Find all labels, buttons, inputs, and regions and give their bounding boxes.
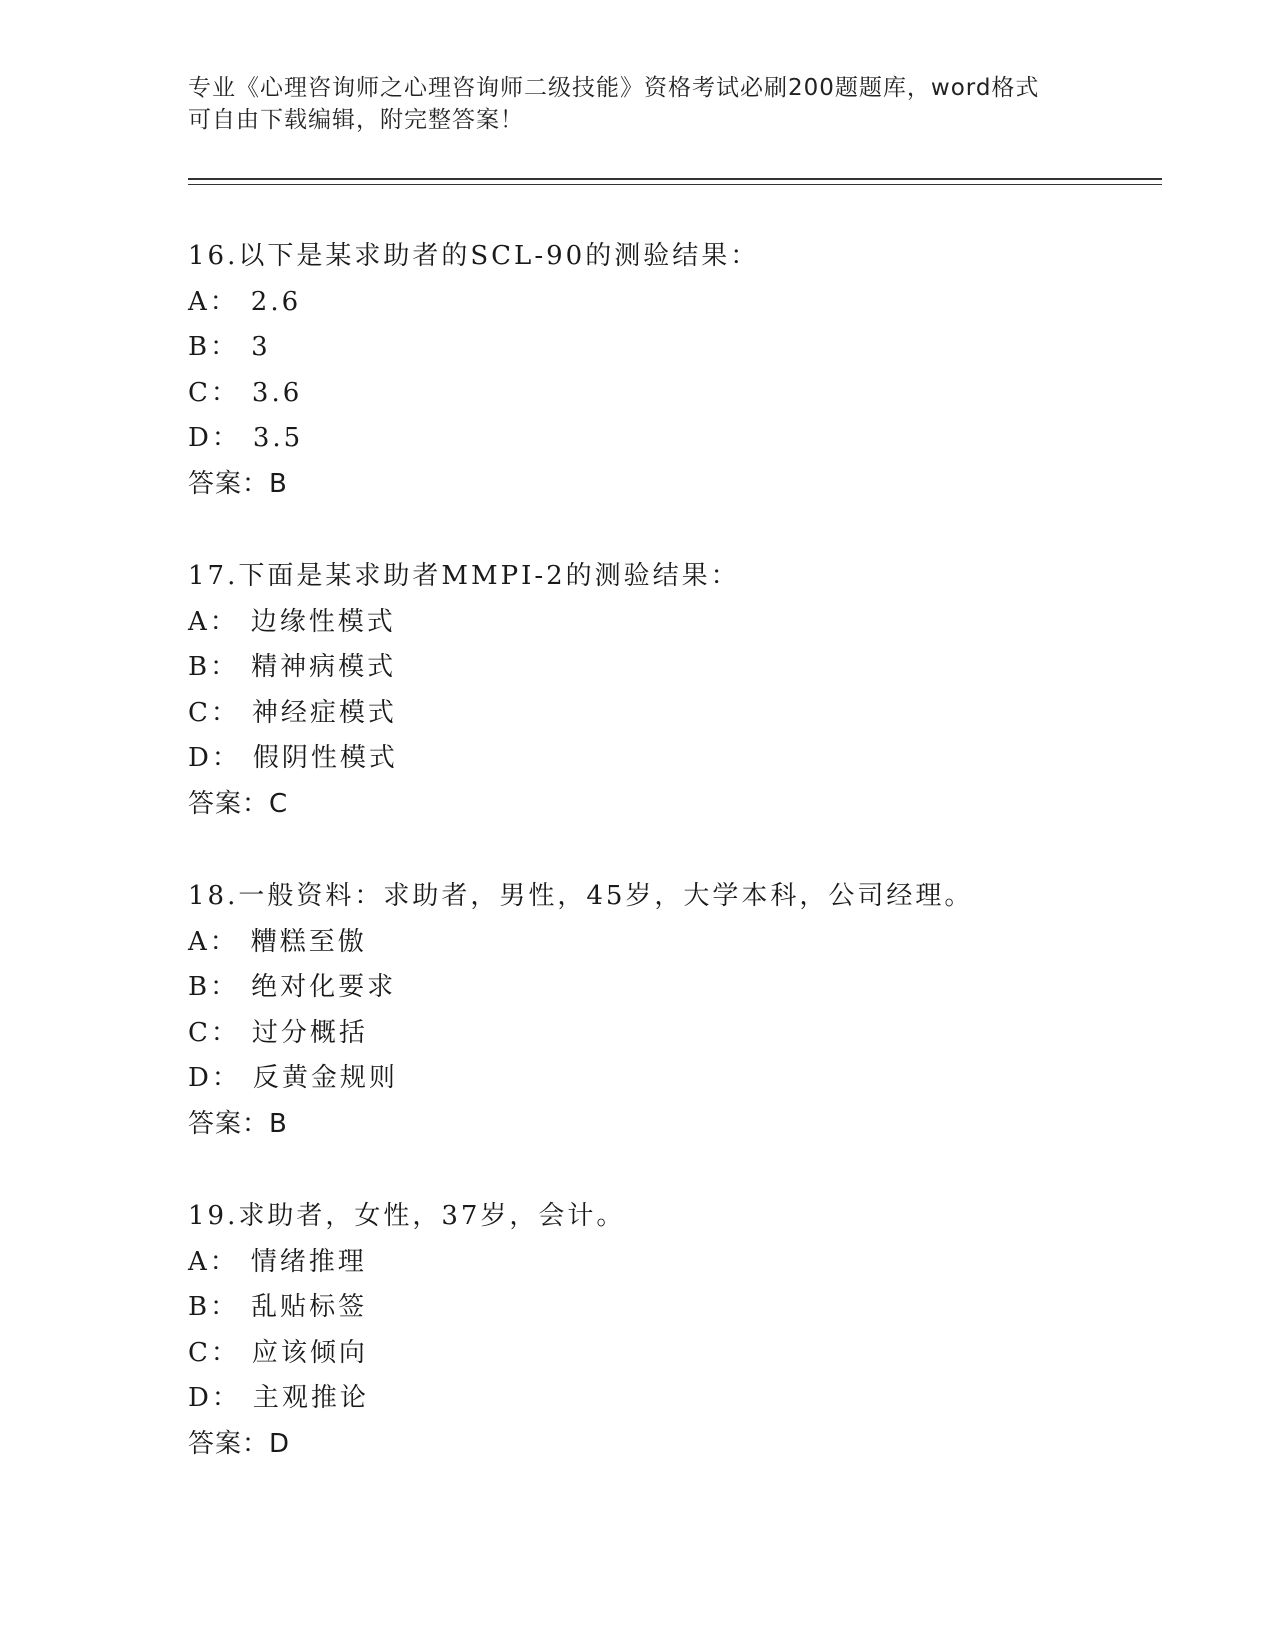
option-text: 3	[251, 332, 271, 363]
option-a	[188, 600, 1162, 646]
answer-line: 答案：B	[188, 468, 288, 499]
option-c	[188, 371, 1162, 417]
option-a	[188, 280, 1162, 326]
option-d	[188, 416, 1162, 462]
option-letter: B：	[188, 652, 240, 683]
option-b	[188, 965, 1162, 1011]
option-text: 3.6	[251, 377, 303, 408]
option-letter: A：	[188, 286, 239, 317]
option-text: 糟糕至傲	[250, 926, 367, 957]
option-letter: D：	[188, 1383, 241, 1414]
option-letter: A：	[188, 606, 239, 637]
option-b	[188, 1285, 1162, 1331]
option-text: 神经症模式	[251, 697, 397, 728]
option-text: 情绪推理	[250, 1246, 367, 1277]
question-stem: 18.一般资料：求助者，男性，45岁，大学本科，公司经理。	[188, 881, 974, 911]
option-letter: C：	[188, 1017, 240, 1048]
option-letter: D：	[188, 423, 241, 454]
question-17	[188, 554, 1162, 874]
option-text: 绝对化要求	[251, 972, 397, 1003]
question-list	[188, 234, 1162, 1514]
option-a	[188, 1240, 1162, 1286]
option-text: 乱贴标签	[251, 1292, 368, 1323]
option-d	[188, 1376, 1162, 1422]
option-letter: B：	[188, 972, 240, 1003]
question-stem: 17.下面是某求助者MMPI-2的测验结果：	[188, 561, 740, 591]
option-b	[188, 645, 1162, 691]
document-header	[188, 72, 1088, 136]
question-16	[188, 234, 1162, 554]
option-c	[188, 691, 1162, 737]
option-d	[188, 736, 1162, 782]
option-text: 边缘性模式	[250, 606, 396, 637]
header-line-2: 可自由下载编辑，附完整答案！	[188, 107, 524, 133]
question-stem: 16.以下是某求助者的SCL-90的测验结果：	[188, 241, 760, 271]
option-a	[188, 920, 1162, 966]
question-19	[188, 1194, 1162, 1514]
question-18	[188, 874, 1162, 1194]
option-letter: B：	[188, 332, 240, 363]
header-divider-thin	[188, 184, 1162, 185]
option-c	[188, 1331, 1162, 1377]
option-text: 精神病模式	[251, 652, 397, 683]
question-stem: 19.求助者，女性，37岁，会计。	[188, 1201, 626, 1231]
header-divider	[188, 178, 1162, 180]
header-line-1: 专业《心理咨询师之心理咨询师二级技能》资格考试必刷200题题库，word格式	[188, 75, 1040, 101]
answer-line: 答案：D	[188, 1428, 291, 1459]
option-text: 应该倾向	[251, 1337, 368, 1368]
option-text: 2.6	[250, 286, 302, 317]
option-c	[188, 1011, 1162, 1057]
option-letter: D：	[188, 1063, 241, 1094]
option-text: 3.5	[252, 423, 304, 454]
option-text: 假阴性模式	[252, 743, 398, 774]
answer-line: 答案：C	[188, 788, 289, 819]
answer-line: 答案：B	[188, 1108, 288, 1139]
option-text: 反黄金规则	[252, 1063, 398, 1094]
option-b	[188, 325, 1162, 371]
option-letter: C：	[188, 377, 240, 408]
option-letter: B：	[188, 1292, 240, 1323]
option-text: 主观推论	[252, 1383, 369, 1414]
option-letter: D：	[188, 743, 241, 774]
option-letter: C：	[188, 1337, 240, 1368]
option-letter: A：	[188, 1246, 239, 1277]
option-text: 过分概括	[251, 1017, 368, 1048]
option-letter: C：	[188, 697, 240, 728]
option-d	[188, 1056, 1162, 1102]
option-letter: A：	[188, 926, 239, 957]
